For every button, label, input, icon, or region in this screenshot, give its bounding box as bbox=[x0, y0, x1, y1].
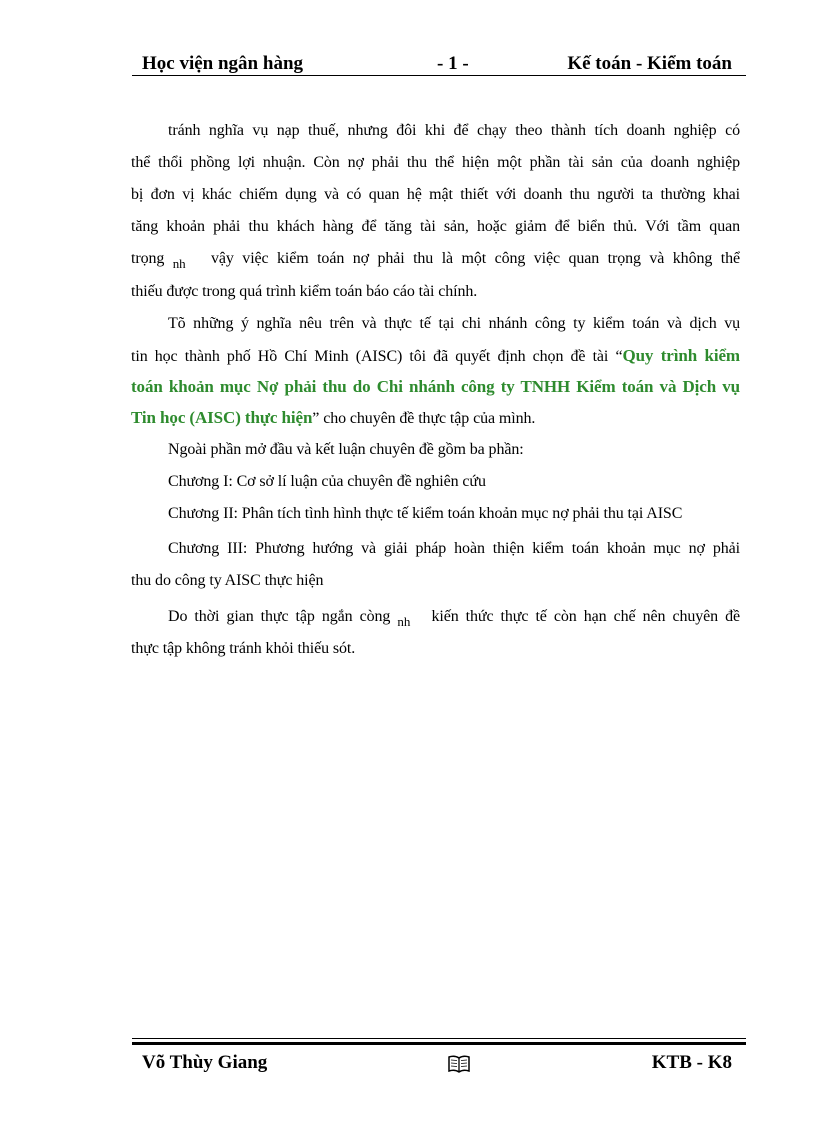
p2-title-part-2: toán khoản mục Nợ phải thu do Chi nhánh công ty TNHH Kiểm toán và Dịch vụ bbox=[131, 377, 740, 396]
page-footer bbox=[132, 1050, 746, 1076]
p7-line-1 bbox=[168, 606, 740, 628]
chapter-2: Chương II: Phân tích tình hình thực tế kiểm toán khoản mục nợ phải thu tại AISC bbox=[168, 505, 683, 522]
footer-author: Võ Thùy Giang bbox=[142, 1052, 268, 1073]
p1-line-5 bbox=[131, 248, 740, 270]
header-rule bbox=[132, 75, 746, 76]
chapter-1: Chương I: Cơ sở lí luận của chuyên đề nghiên cứu bbox=[168, 473, 486, 490]
chapter-3-line-1: Chương III: Phương hướng và giải pháp hoàn thiện kiểm toán khoản mục nợ phải bbox=[168, 540, 740, 557]
p2-line-4 bbox=[131, 407, 740, 430]
p2-title-part-3: Tin học (AISC) thực hiện bbox=[131, 408, 313, 427]
p7-line-1-a: Do thời gian thực tập ngắn còng bbox=[168, 608, 391, 625]
header-page-number: - 1 - bbox=[437, 53, 469, 74]
p7-line-1-sub: nh bbox=[397, 614, 411, 629]
p1-line-5-sub: nh bbox=[172, 256, 186, 271]
p2-line-2 bbox=[131, 345, 740, 368]
p1-line-1: tránh nghĩa vụ nạp thuế, nhưng đôi khi để chạy theo thành tích doanh nghiệp có bbox=[168, 122, 740, 139]
open-book-icon bbox=[448, 1050, 470, 1076]
p1-line-5-a: trọng bbox=[131, 250, 165, 267]
p1-line-3: bị đơn vị khác chiếm dụng và có quan hệ mật thiết với doanh thu người ta thường khai bbox=[131, 186, 740, 203]
p2-line-1: Tõ những ý nghĩa nêu trên và thực tế tại chi nhánh công ty kiểm toán và dịch vụ bbox=[168, 315, 740, 332]
page-header bbox=[132, 52, 746, 76]
p1-line-4: tăng khoản phải thu khách hàng để tăng tài sản, hoặc giảm để biển thủ. Với tầm quan bbox=[131, 218, 740, 235]
p2-line-2-a: tin học thành phố Hồ Chí Minh (AISC) tôi đã quyết định chọn đề tài “ bbox=[131, 348, 623, 365]
p1-line-5-b: vậy việc kiểm toán nợ phải thu là một công việc quan trọng và không thể bbox=[211, 250, 741, 267]
chapter-3-line-2: thu do công ty AISC thực hiện bbox=[131, 572, 324, 589]
header-school: Học viện ngân hàng bbox=[142, 53, 304, 74]
footer-rule-thick bbox=[132, 1042, 746, 1045]
header-department: Kế toán - Kiểm toán bbox=[567, 53, 732, 74]
p3-intro: Ngoài phần mở đầu và kết luận chuyên đề gồm ba phần: bbox=[168, 441, 524, 458]
p2-line-4-b: ” cho chuyên đề thực tập của mình. bbox=[312, 410, 536, 427]
footer-rule-thin bbox=[132, 1038, 746, 1039]
p1-line-2: thể thổi phồng lợi nhuận. Còn nợ phải thu thể hiện một phần tài sản của doanh nghiệp bbox=[131, 154, 740, 171]
footer-class-code: KTB - K8 bbox=[651, 1052, 732, 1073]
p1-line-6: thiếu được trong quá trình kiểm toán báo cáo tài chính. bbox=[131, 283, 478, 300]
p2-title-part-1: Quy trình kiểm bbox=[622, 346, 740, 365]
p7-line-2: thực tập không tránh khỏi thiếu sót. bbox=[131, 640, 356, 657]
p7-line-1-b: kiến thức thực tế còn hạn chế nên chuyên đề bbox=[431, 608, 741, 625]
